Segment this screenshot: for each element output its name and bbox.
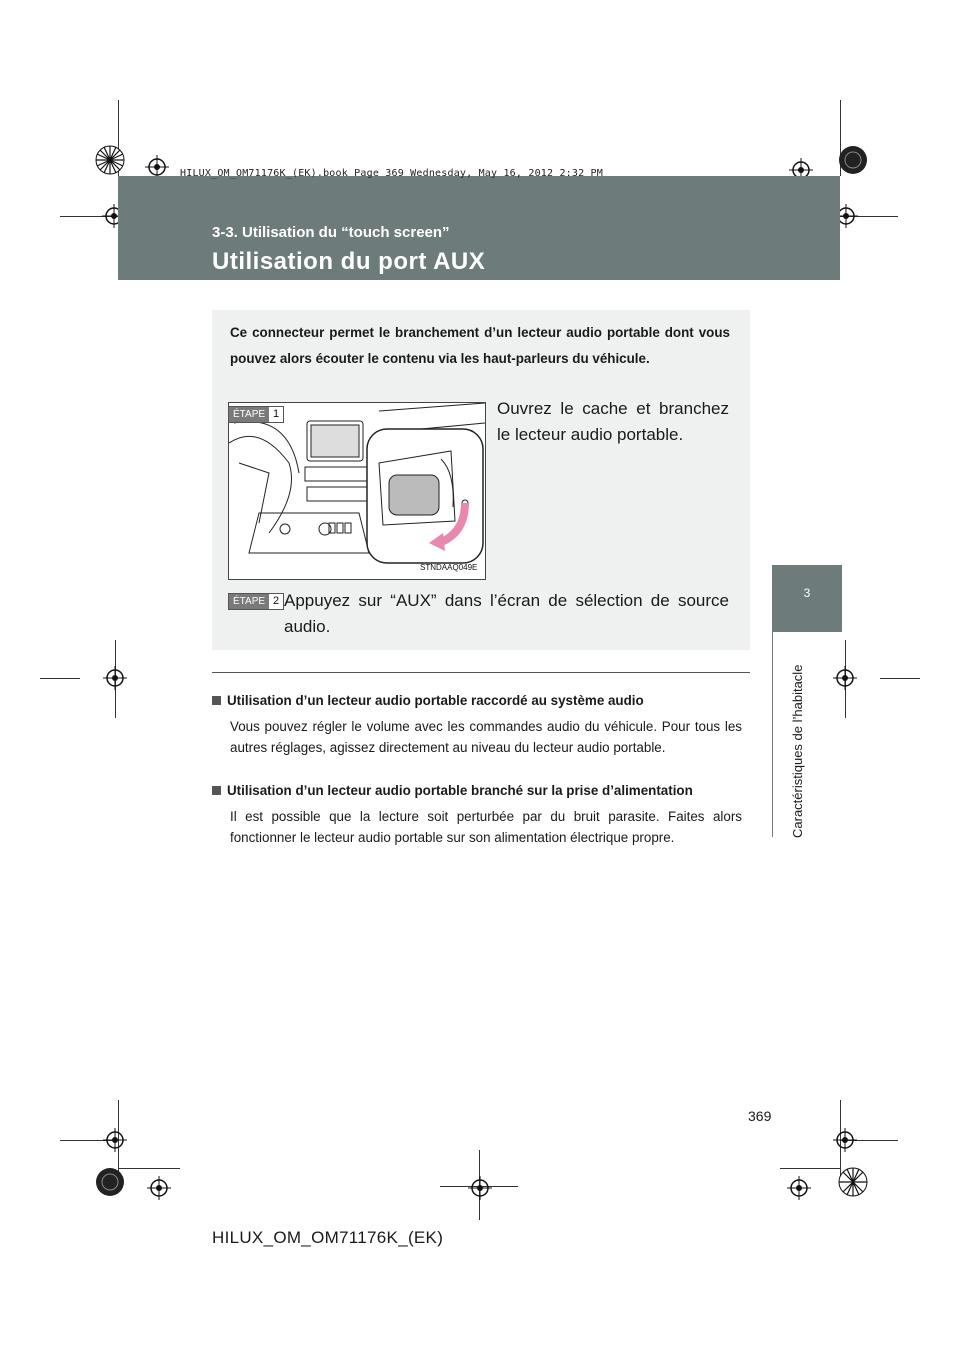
- crosshair-icon: [468, 1176, 492, 1200]
- bullet-square-icon: [212, 786, 221, 795]
- figure-code: STNDAAQ049E: [420, 563, 478, 572]
- dashboard-illustration: [229, 403, 485, 579]
- crosshair-icon: [103, 1128, 127, 1152]
- chapter-tab-rule: [772, 632, 773, 837]
- note-block-2: [212, 780, 742, 848]
- registration-disc-icon: [838, 145, 868, 175]
- step-label: ÉTAPE: [229, 594, 269, 609]
- step-1-text: Ouvrez le cache et branchez le lecteur audio portable.: [497, 399, 729, 444]
- crosshair-icon: [147, 1176, 171, 1200]
- page-number: 369: [748, 1108, 772, 1124]
- note-body: Vous pouvez régler le volume avec les commandes audio du véhicule. Pour tous les autres réglages, agissez directement au niveau du lecteur audio portable.: [230, 719, 742, 755]
- registration-disc-icon: [95, 1167, 125, 1197]
- note-heading: [212, 690, 742, 711]
- step-number: 2: [269, 594, 283, 609]
- crop-mark: [40, 678, 80, 679]
- note-heading-text: Utilisation d’un lecteur audio portable raccordé au système audio: [227, 693, 644, 708]
- note-heading-text: Utilisation d’un lecteur audio portable branché sur la prise d’alimentation: [227, 783, 693, 798]
- document-code: HILUX_OM_OM71176K_(EK): [212, 1228, 444, 1247]
- section-divider: [212, 672, 750, 673]
- crop-mark: [880, 678, 920, 679]
- bullet-square-icon: [212, 696, 221, 705]
- step-number: 1: [269, 407, 283, 422]
- crop-mark: [118, 1168, 180, 1169]
- crosshair-icon: [833, 666, 857, 690]
- intro-text: Ce connecteur permet le branchement d’un lecteur audio portable dont vous pouvez alors écouter le contenu via les haut-parleurs du véhicule.: [230, 325, 730, 366]
- section-label: 3-3. Utilisation du “touch screen”: [212, 224, 450, 241]
- crosshair-icon: [833, 1128, 857, 1152]
- note-block-1: [212, 690, 742, 758]
- registration-sunburst-icon: [838, 1167, 868, 1197]
- crop-mark: [780, 1168, 840, 1169]
- step-badge-1: [228, 406, 284, 423]
- step-label: ÉTAPE: [229, 407, 269, 422]
- chapter-number: 3: [803, 586, 811, 600]
- registration-sunburst-icon: [95, 145, 125, 175]
- step-2-text: Appuyez sur “AUX” dans l’écran de sélection de source audio.: [284, 591, 729, 636]
- crosshair-icon: [787, 1176, 811, 1200]
- note-heading: [212, 780, 742, 801]
- page-title: Utilisation du port AUX: [212, 248, 486, 275]
- crosshair-icon: [103, 666, 127, 690]
- note-body: Il est possible que la lecture soit perturbée par du bruit parasite. Faites alors fonctionner le lecteur audio portable sur son alimentation électrique propre.: [230, 809, 742, 845]
- aux-port-figure: [228, 402, 486, 580]
- print-stamp: HILUX_OM_OM71176K_(EK).book Page 369 Wednesday, May 16, 2012 2:32 PM: [180, 168, 603, 179]
- chapter-label: Caractéristiques de l’habitacle: [790, 664, 805, 838]
- step-badge-2: [228, 593, 284, 610]
